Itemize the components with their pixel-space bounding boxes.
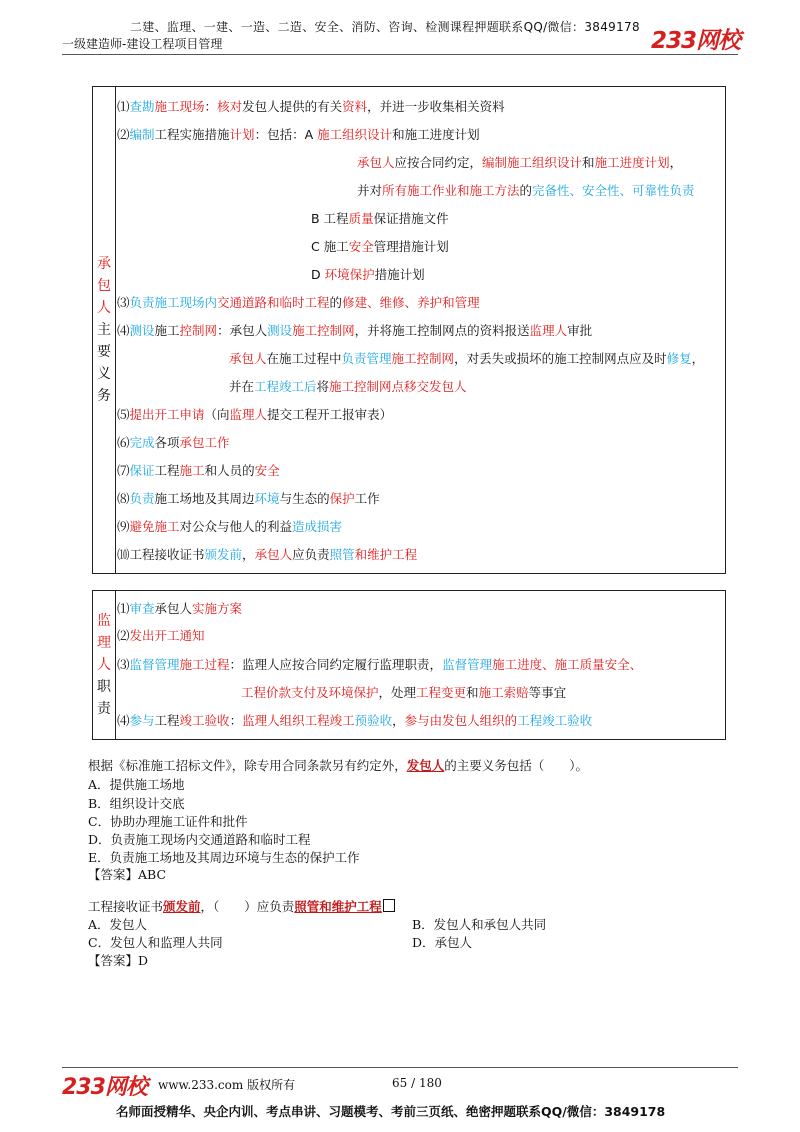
- obligation-text: 的: [519, 183, 533, 198]
- obligation-line: [117, 545, 417, 563]
- duty-text: 监理人组织工程竣工: [242, 713, 355, 728]
- duty-text: ⑵: [117, 628, 130, 643]
- obligation-line: [311, 237, 449, 255]
- header-subject: 一级建造师-建设工程项目管理: [62, 37, 223, 51]
- contractor-label-char: 包: [97, 278, 111, 294]
- duty-text: ⑶: [117, 657, 130, 672]
- obligation-text: 质量: [348, 211, 374, 226]
- obligation-text: 工程: [154, 463, 180, 478]
- footer-site: www.233.com 版权所有: [158, 1078, 296, 1092]
- obligation-text: 工程接收证书: [129, 547, 205, 562]
- duty-text: 实施方案: [192, 601, 243, 616]
- obligation-text: ⑻: [117, 491, 130, 506]
- obligation-text: 和施工进度计划: [392, 127, 480, 142]
- question-1-option-d: D．负责施工现场内交通道路和临时工程: [88, 832, 311, 847]
- obligation-text: ：包括：A: [254, 127, 318, 142]
- obligation-text: 环境: [254, 491, 280, 506]
- supervisor-label-char: 理: [97, 635, 111, 651]
- obligation-text: ⑶: [117, 295, 130, 310]
- duty-line: [117, 711, 592, 729]
- supervisor-duties-label: [93, 591, 116, 739]
- obligation-line: [117, 405, 392, 423]
- duty-text: 监督管理: [129, 657, 180, 672]
- obligation-text: 所有施工作业和施工方法: [382, 183, 520, 198]
- contractor-label-char: 人: [97, 300, 111, 316]
- duty-text: ⑴: [117, 601, 130, 616]
- contractor-obligations-label: [93, 87, 116, 573]
- duty-text: 竣工验收: [179, 713, 230, 728]
- supervisor-label-char: 监: [97, 613, 111, 629]
- obligation-line: [117, 97, 505, 115]
- obligation-text: 施工进度计划: [594, 155, 670, 170]
- obligation-text: 工程实施措施: [154, 127, 230, 142]
- obligation-text: ⑸: [117, 407, 130, 422]
- obligation-text: ⑹: [117, 435, 130, 450]
- supervisor-label-char: 职: [97, 679, 111, 695]
- obligation-text: ⑼: [117, 519, 130, 534]
- obligation-text: 照管: [329, 547, 355, 562]
- duty-text: 承包人: [154, 601, 193, 616]
- obligation-text: 和维护工程: [354, 547, 418, 562]
- obligation-text: D: [311, 267, 325, 282]
- obligation-line: [229, 377, 467, 395]
- obligation-text: 编制施工组织设计: [482, 155, 583, 170]
- obligation-text: 安全: [254, 463, 280, 478]
- obligation-text: C 施工: [311, 239, 349, 254]
- header-divider: [62, 54, 738, 55]
- obligation-line: [117, 433, 230, 451]
- question-1-option-e: E．负责施工场地及其周边环境与生态的保护工作: [88, 850, 360, 865]
- obligation-text: ⑽: [117, 547, 130, 562]
- question-1-answer: 【答案】ABC: [88, 867, 167, 882]
- obligation-text: ⑺: [117, 463, 130, 478]
- obligation-text: 造成损害: [292, 519, 343, 534]
- contractor-obligations-box: [92, 86, 726, 574]
- obligation-text: 和: [582, 155, 595, 170]
- obligation-line: [311, 265, 425, 283]
- obligation-text: 提交工程开工报审表）: [267, 407, 393, 422]
- obligation-text: 提出开工申请: [129, 407, 205, 422]
- duty-text: ，处理: [378, 685, 417, 700]
- obligation-line: [117, 461, 280, 479]
- obligation-text: 施工控制网点移交发包人: [329, 379, 467, 394]
- obligation-line: [117, 125, 480, 143]
- obligation-text: ：: [204, 99, 218, 114]
- obligation-text: ，: [669, 155, 683, 170]
- duty-text: ⑷: [117, 713, 130, 728]
- supervisor-duties-box: [92, 590, 726, 740]
- question-1-option-b: B．组织设计交底: [88, 796, 185, 811]
- obligation-text: ，并进一步收集相关资料: [367, 99, 505, 114]
- obligation-text: 承包工作: [179, 435, 230, 450]
- obligation-text: ⑴: [117, 99, 130, 114]
- duty-text: ：: [229, 713, 243, 728]
- contractor-label-char: 务: [97, 388, 111, 404]
- obligation-text: 避免施工: [129, 519, 180, 534]
- question-2-answer: 【答案】D: [88, 953, 149, 968]
- duty-line: [117, 599, 242, 617]
- obligation-text: 各项: [154, 435, 180, 450]
- duty-text: 参与由发包人组织的: [404, 713, 518, 728]
- supervisor-label-char: 人: [97, 657, 111, 673]
- obligation-text: 查勘: [129, 99, 155, 114]
- obligation-text: 保证: [129, 463, 155, 478]
- obligation-text: 施工: [154, 323, 180, 338]
- duty-text: 施工过程: [179, 657, 230, 672]
- obligation-text: 应负责: [292, 547, 330, 562]
- obligation-text: 安全: [348, 239, 374, 254]
- obligation-text: ⑵: [117, 127, 130, 142]
- duty-text: 预验收: [354, 713, 393, 728]
- obligation-text: 资料: [342, 99, 368, 114]
- obligation-text: 监理人: [229, 407, 268, 422]
- obligation-text: 交通道路和临时工程: [217, 295, 330, 310]
- obligation-text: 测设: [267, 323, 293, 338]
- supervisor-label-char: 责: [97, 701, 111, 717]
- obligation-text: ，对丢失或损坏的施工控制网点应及时: [454, 351, 667, 366]
- obligation-text: 负责管理: [341, 351, 392, 366]
- obligation-text: ，并将施工控制网点的资料报送: [354, 323, 530, 338]
- obligation-text: 承包人: [357, 155, 395, 170]
- obligation-text: 测设: [129, 323, 155, 338]
- obligation-text: 修建、维修、养护和管理: [342, 295, 480, 310]
- obligation-text: 控制网: [179, 323, 218, 338]
- obligation-text: 完成: [129, 435, 155, 450]
- obligation-text: 负责施工现场内: [129, 295, 218, 310]
- obligation-text: 环境保护: [324, 267, 375, 282]
- duty-text: 等事宜: [528, 685, 567, 700]
- obligation-text: ，: [691, 351, 705, 366]
- obligation-line: [117, 293, 480, 311]
- obligation-line: [117, 321, 592, 339]
- obligation-text: 计划: [229, 127, 255, 142]
- obligation-line: [117, 517, 342, 535]
- footer-divider: [62, 1067, 738, 1068]
- duty-text: 发出开工通知: [129, 628, 205, 643]
- duty-line: [117, 655, 642, 673]
- obligation-text: 管理措施计划: [373, 239, 449, 254]
- duty-text: 参与: [129, 713, 155, 728]
- obligation-text: 工程竣工后: [254, 379, 317, 394]
- obligation-text: 编制: [129, 127, 155, 142]
- obligation-line: [229, 349, 704, 367]
- obligation-text: 措施计划: [374, 267, 425, 282]
- question-1-option-c: C．协助办理施工证件和批件: [88, 814, 248, 829]
- question-2-option-d: D．承包人: [412, 935, 473, 950]
- obligation-line: [117, 489, 380, 507]
- obligation-text: ：承包人: [217, 323, 268, 338]
- obligation-text: 在施工过程中: [266, 351, 342, 366]
- obligation-line: [357, 153, 682, 171]
- obligation-text: B 工程: [311, 211, 349, 226]
- obligation-text: 负责: [129, 491, 155, 506]
- question-1-option-a: A．提供施工场地: [88, 777, 185, 792]
- obligation-text: 审批: [567, 323, 593, 338]
- duty-text: ：监理人应按合同约定履行监理职责，: [229, 657, 443, 672]
- brand-logo-top: 233网校: [651, 28, 741, 54]
- obligation-text: 施工现场: [154, 99, 205, 114]
- brand-logo-bottom: 233网校: [62, 1075, 147, 1100]
- obligation-text: 将: [316, 379, 330, 394]
- obligation-text: 并对: [357, 183, 383, 198]
- obligation-text: （向: [204, 407, 230, 422]
- obligation-text: 施工控制网: [292, 323, 355, 338]
- obligation-text: 施工控制网: [391, 351, 455, 366]
- contractor-label-char: 义: [97, 366, 111, 382]
- duty-line: [241, 683, 566, 701]
- footer-contact-line: 名师面授精华、央企内训、考点串讲、习题模考、考前三页纸、绝密押题联系QQ/微信：3849178: [116, 1104, 666, 1119]
- contractor-label-char: 主: [97, 322, 111, 338]
- duty-text: 工程价款支付及环境保护: [241, 685, 379, 700]
- obligation-text: 应按合同约定，: [394, 155, 483, 170]
- contractor-obligations-content: [117, 87, 721, 573]
- obligation-text: 完备性、安全性、可靠性负责: [532, 183, 695, 198]
- duty-text: 工程: [154, 713, 180, 728]
- contractor-label-char: 要: [97, 344, 111, 360]
- checkbox-glyph: [383, 899, 395, 912]
- obligation-text: 颁发前: [204, 547, 243, 562]
- duty-text: ，: [392, 713, 405, 728]
- obligation-text: 对公众与他人的利益: [179, 519, 293, 534]
- duty-line: [117, 626, 205, 644]
- question-2-option-b: B．发包人和承包人共同: [412, 917, 547, 932]
- obligation-line: [311, 209, 449, 227]
- question-2-option-a: A．发包人: [88, 917, 148, 932]
- obligation-text: 发包人提供的有关: [242, 99, 343, 114]
- contractor-label-char: 承: [97, 256, 111, 272]
- question-2-stem: 工程接收证书颁发前，（ ）应负责照管和维护工程: [88, 897, 395, 915]
- duty-text: 工程竣工验收: [517, 713, 593, 728]
- question-2-option-c: C．发包人和监理人共同: [88, 935, 223, 950]
- obligation-line: [357, 181, 695, 199]
- duty-text: 施工索赔: [478, 685, 529, 700]
- obligation-text: 承包人: [254, 547, 293, 562]
- obligation-text: 的: [329, 295, 343, 310]
- obligation-text: 施工: [179, 463, 205, 478]
- obligation-text: 核对: [217, 99, 243, 114]
- question-1-stem: 根据《标准施工招标文件》，除专用合同条款另有约定外，发包人的主要义务包括（ ）。: [88, 758, 589, 773]
- obligation-text: 保证措施文件: [373, 211, 449, 226]
- obligation-text: 修复: [666, 351, 692, 366]
- obligation-text: 施工组织设计: [317, 127, 393, 142]
- supervisor-duties-content: [117, 591, 721, 739]
- obligation-text: 保护: [329, 491, 355, 506]
- header-contact-line: 二建、监理、一建、一造、二造、安全、消防、咨询、检测课程押题联系QQ/微信：3849178: [130, 20, 640, 34]
- duty-text: 审查: [129, 601, 155, 616]
- obligation-text: ，: [242, 547, 255, 562]
- obligation-text: ⑷: [117, 323, 130, 338]
- obligation-text: 施工场地及其周边: [154, 491, 255, 506]
- duty-text: 工程变更: [416, 685, 467, 700]
- duty-text: 施工进度、施工质量安全、: [492, 657, 643, 672]
- obligation-text: 承包人: [229, 351, 267, 366]
- duty-text: 监督管理: [442, 657, 493, 672]
- obligation-text: 监理人: [529, 323, 568, 338]
- obligation-text: 和人员的: [204, 463, 255, 478]
- obligation-text: 与生态的: [279, 491, 330, 506]
- page-number: 65 / 180: [392, 1076, 442, 1090]
- obligation-text: 工作: [354, 491, 380, 506]
- duty-text: 和: [466, 685, 479, 700]
- obligation-text: 并在: [229, 379, 255, 394]
